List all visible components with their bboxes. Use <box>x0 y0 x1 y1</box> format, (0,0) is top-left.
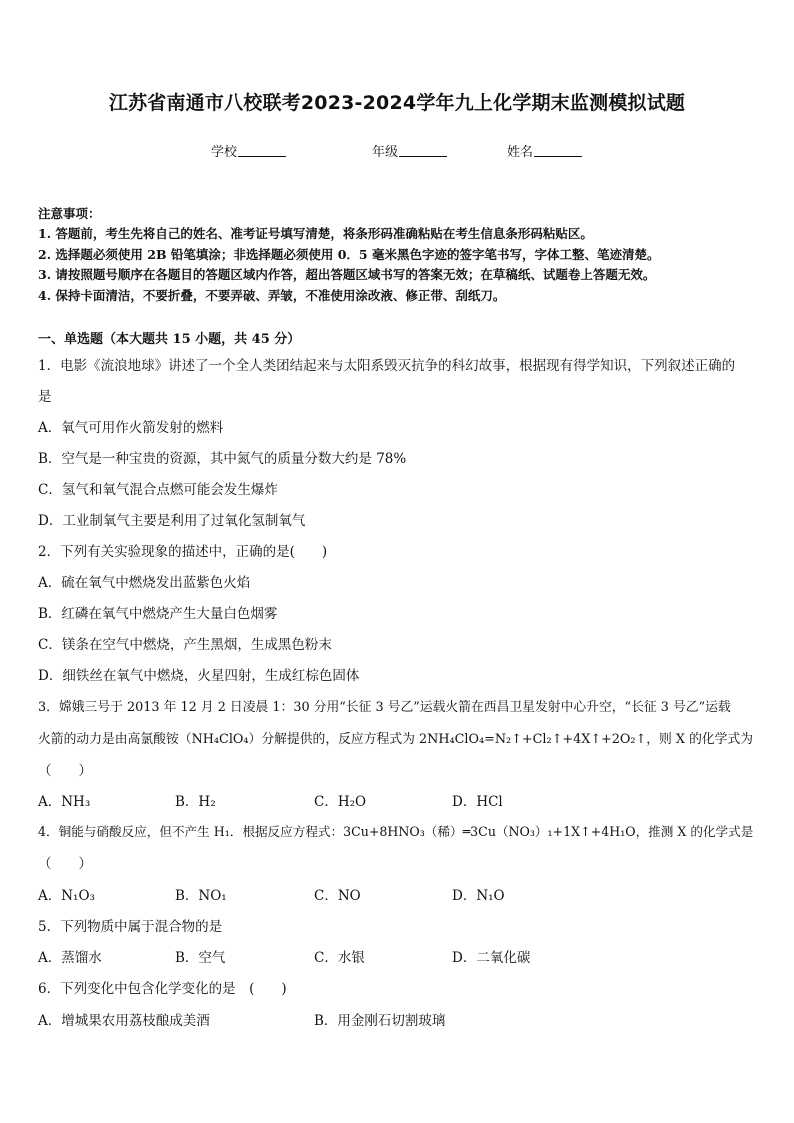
question-1-option-d[interactable]: D．工业制氧气主要是利用了过氧化氢制氧气 <box>38 513 306 529</box>
question-4-option-a[interactable]: A．N₁O₃ <box>38 888 95 904</box>
question-2-option-d[interactable]: D．细铁丝在氧气中燃烧，火星四射，生成红棕色固体 <box>38 668 360 684</box>
name-label: 姓名 <box>507 145 534 160</box>
note-item: 1. 答题前，考生先将自己的姓名、准考证号填写清楚，将条形码准确粘贴在考生信息条形码粘贴区。 <box>38 226 593 241</box>
grade-blank[interactable] <box>399 144 447 157</box>
question-2-option-a[interactable]: A．硫在氧气中燃烧发出蓝紫色火焰 <box>38 575 251 591</box>
school-field[interactable] <box>211 141 286 160</box>
question-5-option-d[interactable]: D．二氧化碳 <box>452 950 531 966</box>
question-3-option-d[interactable]: D．HCl <box>452 794 503 810</box>
question-6-stem: 6．下列变化中包含化学变化的是 ( ) <box>38 981 287 997</box>
notes-title: 注意事项： <box>38 206 101 221</box>
question-6-option-b[interactable]: B．用金刚石切割玻璃 <box>314 1013 446 1029</box>
question-3-stem-cont: 火箭的动力是由高氯酸铵（NH₄ClO₄）分解提供的，反应方程式为 2NH₄ClO₄=N₂↑+Cl₂↑+4X↑+2O₂↑，则 X 的化学式为 <box>38 732 754 747</box>
question-5-option-c[interactable]: C．水银 <box>314 950 365 966</box>
grade-label: 年级 <box>372 145 399 160</box>
question-3-stem-blank: （ ） <box>38 763 92 779</box>
note-item: 3. 请按照题号顺序在各题目的答题区域内作答，超出答题区域书写的答案无效；在草稿纸、试题卷上答题无效。 <box>38 267 656 282</box>
question-4-stem-blank: （ ） <box>38 856 92 872</box>
question-6-option-a[interactable]: A．增城果农用荔枝酿成美酒 <box>38 1013 210 1029</box>
grade-field[interactable] <box>372 141 447 160</box>
question-5-option-b[interactable]: B．空气 <box>175 950 226 966</box>
section-title: 一、单选题（本大题共 15 小题，共 45 分） <box>38 332 301 347</box>
school-blank[interactable] <box>238 144 286 157</box>
name-blank[interactable] <box>534 144 582 157</box>
question-1-option-c[interactable]: C．氢气和氧气混合点燃可能会发生爆炸 <box>38 482 278 498</box>
question-2-option-b[interactable]: B．红磷在氧气中燃烧产生大量白色烟雾 <box>38 606 278 622</box>
school-label: 学校 <box>211 145 238 160</box>
question-5-stem: 5．下列物质中属于混合物的是 <box>38 919 223 935</box>
question-3-option-a[interactable]: A．NH₃ <box>38 794 91 810</box>
note-item: 4. 保持卡面清洁，不要折叠，不要弄破、弄皱，不准使用涂改液、修正带、刮纸刀。 <box>38 288 506 303</box>
question-4-option-d[interactable]: D．N₁O <box>452 888 505 904</box>
question-4-option-c[interactable]: C．NO <box>314 888 361 904</box>
question-2-stem: 2．下列有关实验现象的描述中，正确的是( ) <box>38 544 328 560</box>
name-field[interactable] <box>507 141 582 160</box>
question-5-option-a[interactable]: A．蒸馏水 <box>38 950 102 966</box>
note-item: 2. 选择题必须使用 2B 铅笔填涂；非选择题必须使用 0．5 毫米黑色字迹的签字笔书写，字体工整、笔迹清楚。 <box>38 247 660 262</box>
question-3-stem: 3．嫦娥三号于 2013 年 12 月 2 日凌晨 1：30 分用“长征 3 号乙”运载火箭在西昌卫星发射中心升空，“长征 3 号乙”运载 <box>38 700 731 715</box>
question-1-option-a[interactable]: A．氧气可用作火箭发射的燃料 <box>38 420 224 436</box>
page-title: 江苏省南通市八校联考2023-2024学年九上化学期末监测模拟试题 <box>108 92 686 114</box>
student-info-row <box>0 141 794 159</box>
question-1-stem: 1．电影《流浪地球》讲述了一个全人类团结起来与太阳系毁灭抗争的科幻故事，根据现有得学知识，下列叙述正确的 <box>38 358 736 374</box>
question-4-stem: 4．铜能与硝酸反应，但不产生 H₁．根据反应方程式：3Cu+8HNO₃（稀）═3Cu（NO₃）₁+1X↑+4H₁O，推测 X 的化学式是 <box>38 824 754 839</box>
question-2-option-c[interactable]: C．镁条在空气中燃烧，产生黑烟，生成黑色粉末 <box>38 637 332 653</box>
question-3-option-b[interactable]: B．H₂ <box>175 794 216 810</box>
question-1-stem-cont: 是 <box>38 389 52 405</box>
question-3-option-c[interactable]: C．H₂O <box>314 794 367 810</box>
question-4-option-b[interactable]: B．NO₁ <box>175 888 227 904</box>
question-1-option-b[interactable]: B．空气是一种宝贵的资源，其中氮气的质量分数大约是 78% <box>38 451 407 467</box>
